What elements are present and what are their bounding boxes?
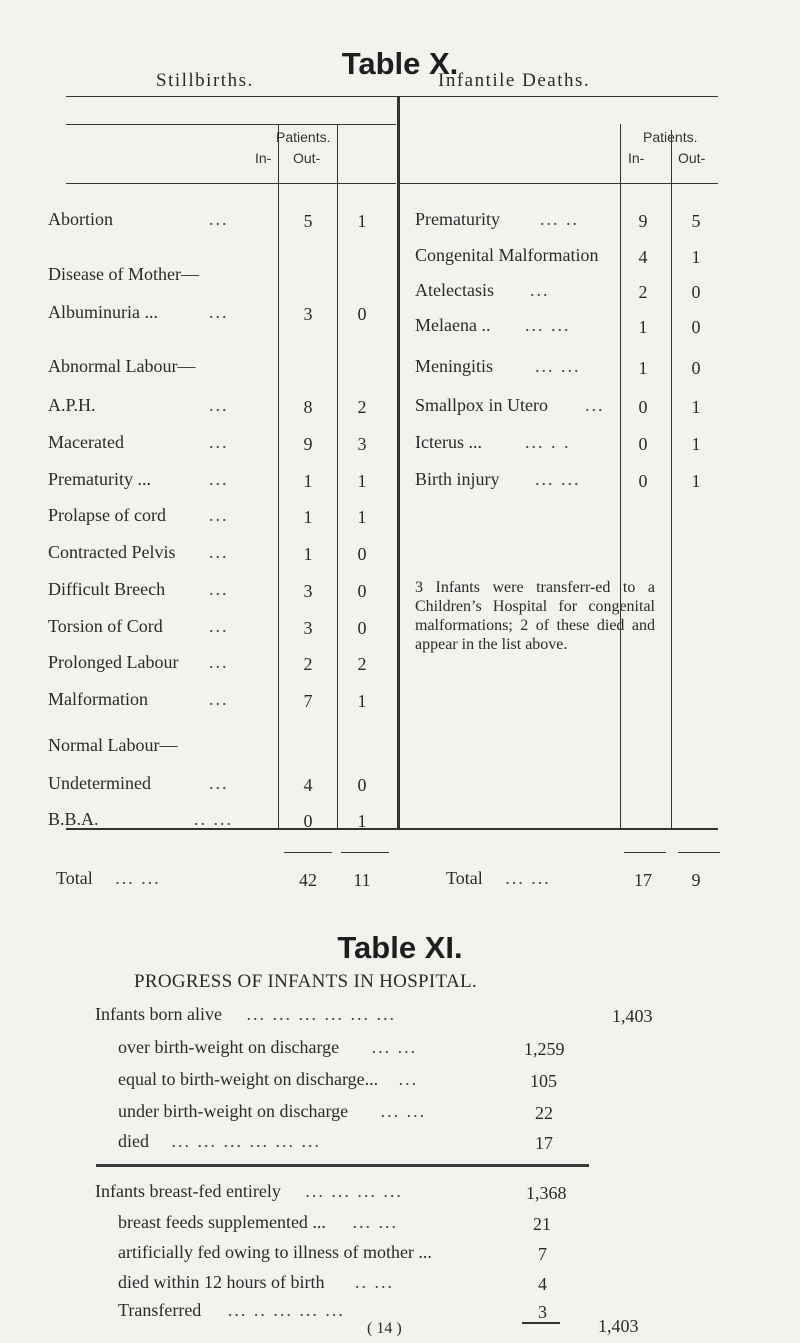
in-value: 0 (638, 471, 648, 491)
breast-fed-row (95, 1181, 403, 1202)
cause-label: Abnormal Labour— (48, 356, 196, 376)
in-value: 1 (303, 507, 313, 527)
stillbirth-out-total-rule (341, 852, 389, 853)
cause-label: Prolonged Labour (48, 652, 179, 672)
dots: ... (209, 302, 229, 322)
progress-label: over birth-weight on discharge (118, 1037, 340, 1057)
progress-label: under birth-weight on discharge (118, 1101, 349, 1121)
in-value: 1 (303, 544, 313, 564)
cause-label: Prematurity ... (48, 469, 151, 489)
stillbirth-in-total-rule (284, 852, 332, 853)
stillbirth-row (48, 616, 229, 637)
deaths-in-column-line (620, 124, 621, 829)
death-row (415, 356, 581, 377)
in-value: 2 (303, 654, 313, 674)
out-value: 0 (691, 358, 701, 378)
out-value: 1 (357, 211, 367, 231)
dots: ... (209, 579, 229, 599)
cause-label: Prolapse of cord (48, 505, 166, 525)
death-row (415, 245, 598, 266)
out-value: 1 (357, 691, 367, 711)
out-value: 0 (357, 775, 367, 795)
dots: ... .. (540, 209, 579, 229)
stillbirth-in-total: 42 (299, 870, 317, 890)
out-value: 1 (357, 507, 367, 527)
stillbirth-header-bottom-rule (66, 183, 396, 184)
progress-row (118, 1131, 321, 1152)
dots: .. ... (194, 809, 233, 829)
stillbirth-row (48, 809, 233, 830)
stillbirth-row (48, 735, 177, 756)
out-value: 1 (691, 471, 701, 491)
cause-label: Difficult Breech (48, 579, 166, 599)
dots: ... ... (535, 469, 581, 489)
stillbirth-row (48, 209, 229, 230)
cause-label: Meningitis (415, 356, 494, 376)
in-value: 4 (303, 775, 313, 795)
death-row (415, 209, 579, 230)
in-value: 0 (638, 397, 648, 417)
dots: ... (209, 616, 229, 636)
deaths-out-label: Out- (678, 150, 706, 166)
in-value: 8 (303, 397, 313, 417)
death-row (415, 469, 581, 490)
in-value: 1 (303, 471, 313, 491)
cause-label: Congenital Malformation (415, 245, 599, 265)
in-value: 0 (303, 811, 313, 831)
feeding-row (118, 1212, 398, 1233)
stillbirth-out-total: 11 (353, 870, 371, 890)
in-value: 5 (303, 211, 313, 231)
out-value: 0 (691, 282, 701, 302)
page-number: ( 14 ) (367, 1320, 402, 1337)
progress-value: 105 (530, 1071, 557, 1091)
progress-label: equal to birth-weight on discharge... (118, 1069, 379, 1089)
out-value: 0 (357, 581, 367, 601)
dots: ... (209, 773, 229, 793)
in-value: 9 (303, 434, 313, 454)
out-value: 0 (357, 304, 367, 324)
feeding-total-value: 1,403 (598, 1316, 639, 1336)
cause-label: Torsion of Cord (48, 616, 163, 636)
in-value: 3 (303, 618, 313, 638)
dots: ... (585, 395, 605, 415)
out-value: 1 (691, 247, 701, 267)
cause-label: A.P.H. (48, 395, 96, 415)
in-value: 1 (638, 358, 648, 378)
out-value: 1 (691, 434, 701, 454)
death-row (415, 280, 550, 301)
cause-label: Malformation (48, 689, 148, 709)
out-value: 1 (357, 811, 367, 831)
feeding-value: 21 (533, 1214, 551, 1234)
stillbirth-total-row (48, 868, 161, 889)
out-value: 0 (357, 544, 367, 564)
death-row (415, 315, 571, 336)
stillbirth-row (48, 356, 195, 377)
cause-label: Icterus ... (415, 432, 482, 452)
dots: ... ... (535, 356, 581, 376)
stillbirth-row (48, 689, 229, 710)
breast-fed-value: 1,368 (526, 1183, 567, 1203)
dots: ... ... (505, 868, 551, 888)
deaths-in-total-rule (624, 852, 666, 853)
dots: ... (209, 505, 229, 525)
cause-label: Birth injury (415, 469, 500, 489)
out-value: 0 (357, 618, 367, 638)
dots: ... ... (371, 1037, 418, 1057)
stillbirth-row (48, 302, 229, 323)
in-value: 9 (638, 211, 648, 231)
cause-label: B.B.A. (48, 809, 99, 829)
dots: ... (209, 209, 229, 229)
dots: ... ... (380, 1101, 427, 1121)
dots: ... ... (115, 868, 161, 888)
stillbirth-in-label: In- (255, 150, 272, 166)
cause-label: Normal Labour— (48, 735, 178, 755)
progress-row (118, 1101, 426, 1122)
table-x-center-divider (397, 96, 400, 829)
dots: ... (398, 1069, 419, 1089)
cause-label: Prematurity (415, 209, 500, 229)
feeding-label: artificially fed owing to illness of mother ... (118, 1242, 432, 1262)
breast-fed-label: Infants breast-fed entirely (95, 1181, 281, 1201)
in-value: 2 (638, 282, 648, 302)
stillbirth-in-column-line (278, 124, 279, 829)
deaths-header-bottom-rule (400, 183, 718, 184)
born-alive-row (95, 1004, 396, 1025)
dots: ... (209, 432, 229, 452)
feeding-row (118, 1242, 432, 1263)
deaths-out-column-line (671, 130, 672, 829)
in-value: 0 (638, 434, 648, 454)
stillbirth-row (48, 395, 229, 416)
stillbirth-row (48, 505, 229, 526)
table-xi-subtitle: PROGRESS OF INFANTS IN HOSPITAL. (134, 971, 477, 992)
out-value: 2 (357, 654, 367, 674)
stillbirth-row (48, 469, 229, 490)
cause-label: Atelectasis (415, 280, 494, 300)
in-value: 1 (638, 317, 648, 337)
stillbirth-out-column-line (337, 124, 338, 829)
table-x-title: Table X. (341, 46, 459, 81)
stillbirth-out-label: Out- (293, 150, 321, 166)
cause-label: Disease of Mother— (48, 264, 199, 284)
stillbirth-row (48, 773, 229, 794)
table-xi-separator (96, 1164, 589, 1167)
death-row (415, 395, 605, 416)
deaths-total-row (446, 868, 551, 889)
out-value: 1 (357, 471, 367, 491)
feeding-row (118, 1300, 345, 1321)
dots: ... . . (525, 432, 571, 452)
dots: ... ... ... ... (305, 1181, 403, 1201)
born-alive-label: Infants born alive (95, 1004, 222, 1024)
progress-value: 17 (535, 1133, 553, 1153)
out-value: 5 (691, 211, 701, 231)
cause-label: Abortion (48, 209, 113, 229)
dots: ... ... ... ... ... ... (171, 1131, 321, 1151)
cause-label: Undetermined (48, 773, 151, 793)
feeding-row (118, 1272, 394, 1293)
feeding-label: breast feeds supplemented ... (118, 1212, 326, 1232)
progress-label: died (118, 1131, 149, 1151)
stillbirth-row (48, 264, 199, 285)
infantile-deaths-heading: Infantile Deaths. (438, 70, 591, 91)
stillbirth-header-rule (66, 124, 396, 125)
stillbirth-row (48, 579, 229, 600)
progress-row (118, 1069, 418, 1090)
progress-value: 1,259 (524, 1039, 565, 1059)
feeding-label: Transferred (118, 1300, 202, 1320)
feeding-label: died within 12 hours of birth (118, 1272, 325, 1292)
stillbirth-row (48, 432, 229, 453)
out-value: 2 (357, 397, 367, 417)
cause-label: Albuminuria ... (48, 302, 158, 322)
out-value: 3 (357, 434, 367, 454)
deaths-in-label: In- (628, 150, 645, 166)
feeding-value: 4 (538, 1274, 547, 1294)
dots: ... ... (352, 1212, 398, 1232)
dots: ... (530, 280, 550, 300)
deaths-patients-label: Patients. (643, 129, 698, 145)
dots: ... ... ... ... ... ... (246, 1004, 396, 1024)
dots: ... (209, 469, 229, 489)
stillbirths-heading: Stillbirths. (156, 70, 254, 91)
dots: ... (209, 542, 229, 562)
cause-label: Melaena .. (415, 315, 491, 335)
born-alive-value: 1,403 (612, 1006, 653, 1026)
progress-value: 22 (535, 1103, 553, 1123)
in-value: 7 (303, 691, 313, 711)
feeding-value: 7 (538, 1244, 547, 1264)
dots: ... (209, 689, 229, 709)
in-value: 3 (303, 581, 313, 601)
death-row (415, 432, 571, 453)
table-xi-title: Table XI. (337, 930, 463, 965)
out-value: 0 (691, 317, 701, 337)
total-label: Total (56, 868, 93, 888)
deaths-out-total: 9 (691, 870, 701, 890)
feeding-value: 3 (538, 1302, 547, 1322)
dots: ... (209, 652, 229, 672)
total-label: Total (446, 868, 483, 888)
stillbirth-row (48, 542, 229, 563)
dots: ... ... (525, 315, 571, 335)
progress-row (118, 1037, 417, 1058)
cause-label: Macerated (48, 432, 124, 452)
out-value: 1 (691, 397, 701, 417)
stillbirth-row (48, 652, 229, 673)
dots: ... (209, 395, 229, 415)
stillbirth-patients-label: Patients. (276, 129, 331, 145)
in-value: 4 (638, 247, 648, 267)
deaths-in-total: 17 (634, 870, 652, 890)
dots: .. ... (354, 1272, 394, 1292)
feeding-total-rule (522, 1322, 560, 1324)
cause-label: Smallpox in Utero (415, 395, 548, 415)
in-value: 3 (303, 304, 313, 324)
table-x-top-rule (66, 96, 718, 97)
dots: ... .. ... ... ... (227, 1300, 345, 1320)
transfer-note: 3 Infants were transferr-ed to a Children’s Hospital for congenital malformations; 2 of these died and appear in the list above. (415, 579, 655, 653)
deaths-out-total-rule (678, 852, 720, 853)
cause-label: Contracted Pelvis (48, 542, 176, 562)
